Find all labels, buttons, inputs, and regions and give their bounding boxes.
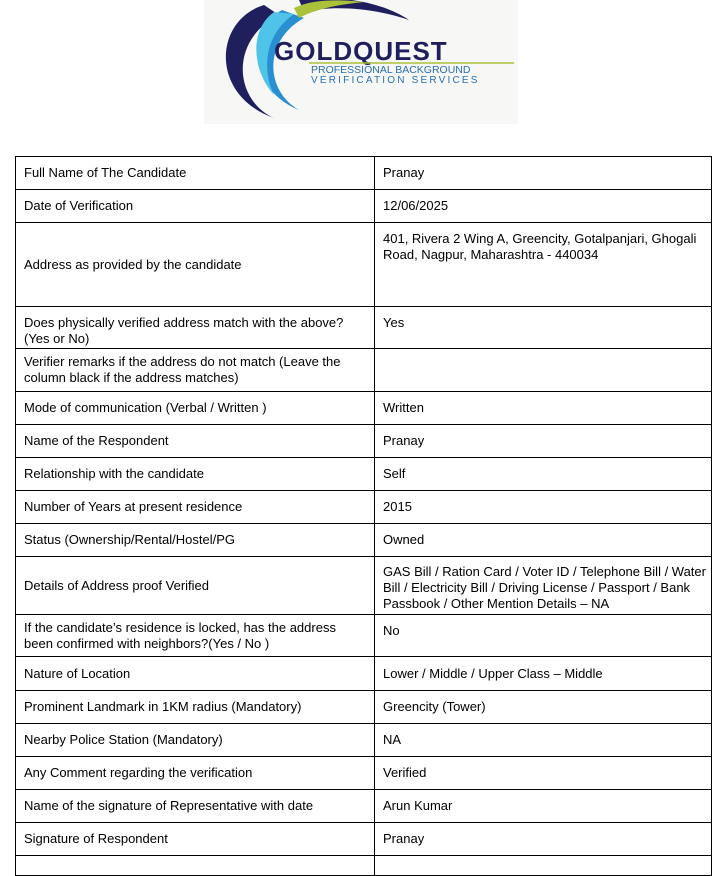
table-row: [16, 458, 712, 491]
field-value: 12/06/2025: [375, 190, 712, 223]
field-label: Verifier remarks if the address do not match (Leave the column black if the address matches): [16, 349, 375, 392]
field-value: Greencity (Tower): [375, 691, 712, 724]
table-row: [16, 524, 712, 557]
field-value: NA: [375, 724, 712, 757]
table-row: [16, 190, 712, 223]
field-value: Verified: [375, 757, 712, 790]
svg-text:PROFESSIONAL BACKGROUND: PROFESSIONAL BACKGROUND: [311, 64, 471, 76]
field-label: Prominent Landmark in 1KM radius (Mandatory): [16, 691, 375, 724]
table-row: [16, 557, 712, 615]
field-label: Number of Years at present residence: [16, 491, 375, 524]
svg-text:VERIFICATION SERVICES: VERIFICATION SERVICES: [311, 75, 480, 86]
field-label: Date of Verification: [16, 190, 375, 223]
field-value: 2015: [375, 491, 712, 524]
field-value: Arun Kumar: [375, 790, 712, 823]
field-value: Lower / Middle / Upper Class – Middle: [375, 657, 712, 691]
field-label: Does physically verified address match with the above? (Yes or No): [16, 307, 375, 349]
field-label: Any Comment regarding the verification: [16, 757, 375, 790]
goldquest-logo: [204, 0, 518, 124]
table-row: [16, 790, 712, 823]
field-label: Name of the signature of Representative with date: [16, 790, 375, 823]
field-label: [16, 856, 375, 876]
field-label: If the candidate’s residence is locked, has the address been confirmed with neighbors?(Yes / No ): [16, 615, 375, 657]
field-value: 401, Rivera 2 Wing A, Greencity, Gotalpanjari, Ghogali Road, Nagpur, Maharashtra - 440034: [375, 223, 712, 307]
svg-text:GOLDQUEST: GOLDQUEST: [274, 36, 448, 66]
field-value: Pranay: [375, 425, 712, 458]
table-row: [16, 392, 712, 425]
field-value: [375, 349, 712, 392]
table-row: [16, 856, 712, 876]
field-label: Nature of Location: [16, 657, 375, 691]
field-value: Pranay: [375, 823, 712, 856]
table-row: [16, 615, 712, 657]
table-row: [16, 223, 712, 307]
field-value: Yes: [375, 307, 712, 349]
table-row: [16, 657, 712, 691]
field-value: Self: [375, 458, 712, 491]
field-label: Mode of communication (Verbal / Written ): [16, 392, 375, 425]
field-label: Details of Address proof Verified: [16, 557, 375, 615]
field-label: Status (Ownership/Rental/Hostel/PG: [16, 524, 375, 557]
table-row: [16, 691, 712, 724]
field-label: Nearby Police Station (Mandatory): [16, 724, 375, 757]
table-row: [16, 307, 712, 349]
table-row: [16, 757, 712, 790]
field-value: [375, 856, 712, 876]
table-row: [16, 425, 712, 458]
table-row: [16, 724, 712, 757]
field-label: Signature of Respondent: [16, 823, 375, 856]
field-value: Written: [375, 392, 712, 425]
table-row: [16, 823, 712, 856]
field-value: No: [375, 615, 712, 657]
field-label: Relationship with the candidate: [16, 458, 375, 491]
field-label: Full Name of The Candidate: [16, 157, 375, 190]
table-row: [16, 349, 712, 392]
field-value: GAS Bill / Ration Card / Voter ID / Telephone Bill / Water Bill / Electricity Bill / Driving License / Passport / Bank Passbook / Other Mention Details – NA: [375, 557, 712, 615]
field-label: Address as provided by the candidate: [16, 223, 375, 307]
field-value: Owned: [375, 524, 712, 557]
table-row: [16, 491, 712, 524]
table-row: [16, 157, 712, 190]
field-value: Pranay: [375, 157, 712, 190]
field-label: Name of the Respondent: [16, 425, 375, 458]
address-verification-table: [15, 156, 712, 876]
